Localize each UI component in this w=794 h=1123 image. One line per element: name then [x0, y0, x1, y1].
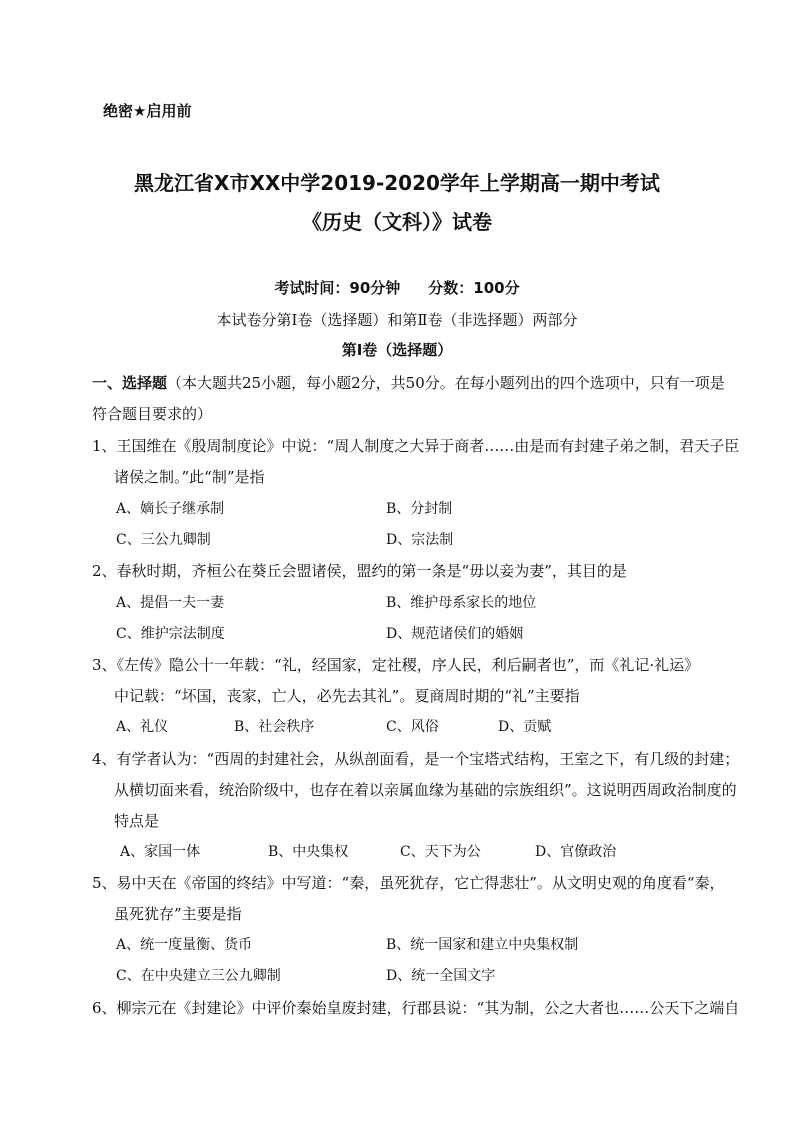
exam-info	[0, 277, 794, 298]
section-heading-line	[92, 372, 725, 393]
question-3-option: C、风俗	[386, 719, 439, 735]
question-4-option: D、官僚政治	[535, 844, 617, 860]
question-3-option: A、礼仪	[116, 719, 169, 735]
question-4-line: 4、有学者认为：“西周的封建社会，从纵剖面看，是一个宝塔式结构，王室之下，有几级的封建；	[92, 750, 740, 768]
exam-subject-title: 《历史（文科）》试卷	[302, 210, 492, 234]
question-1-option: C、三公九卿制	[116, 532, 211, 548]
question-4-line: 特点是	[114, 812, 160, 830]
question-5-option: B、统一国家和建立中央集权制	[386, 937, 579, 953]
question-3-line: 3、《左传》隐公十一年载：“礼，经国家，定社稷，序人民，利后嗣者也”，而《礼记·礼运》	[92, 656, 700, 674]
question-2-line: 2、春秋时期，齐桓公在葵丘会盟诸侯，盟约的第一条是“毋以妾为妻”，其目的是	[92, 562, 627, 580]
section-heading: 一、选择题	[92, 374, 168, 392]
volume-heading: 第Ⅰ卷（选择题）	[341, 341, 453, 359]
question-3-option: B、社会秩序	[234, 719, 315, 735]
exam-title: 黑龙江省X市XX中学2019-2020学年上学期高一期中考试	[134, 171, 660, 195]
question-2-option: B、维护母系家长的地位	[386, 595, 537, 611]
question-1-line: 1、王国维在《殷周制度论》中说：“周人制度之大异于商者……由是而有封建子弟之制，君天子臣	[92, 437, 740, 455]
question-3-line: 中记载：“坏国，丧家，亡人，必先去其礼”。夏商周时期的“礼”主要指	[114, 687, 580, 705]
question-5-option: D、统一全国文字	[386, 968, 496, 984]
question-6-line: 6、柳宗元在《封建论》中评价秦始皇废封建，行郡县说：“其为制，公之大者也……公天下之端自	[92, 999, 740, 1017]
exam-structure-note: 本试卷分第Ⅰ卷（选择题）和第Ⅱ卷（非选择题）两部分	[216, 311, 578, 329]
question-5-option: C、在中央建立三公九卿制	[116, 968, 281, 984]
section-desc: （本大题共25小题，每小题2分，共50分。在每小题列出的四个选项中，只有一项是	[167, 374, 725, 392]
question-4-option: B、中央集权	[268, 844, 349, 860]
section-desc-cont: 符合题目要求的）	[92, 405, 213, 423]
question-1-line: 诸侯之制。”此“制”是指	[114, 468, 265, 486]
question-1-option: B、分封制	[386, 501, 453, 517]
question-1-option: D、宗法制	[386, 532, 454, 548]
question-5-option: A、统一度量衡、货币	[116, 937, 253, 953]
question-4-option: A、家国一体	[120, 844, 201, 860]
question-4-line: 从横切面来看，统治阶级中，也存在着以亲属血缘为基础的宗族组织”。这说明西周政治制度的	[114, 781, 737, 799]
question-5-line: 5、易中天在《帝国的终结》中写道：“秦，虽死犹存，它亡得悲壮”。从文明史观的角度看“秦，	[92, 874, 725, 892]
exam-score: 分数：100分	[428, 279, 520, 297]
exam-time: 考试时间：90分钟	[274, 279, 401, 297]
question-3-option: D、贡赋	[498, 719, 552, 735]
question-2-option: C、维护宗法制度	[116, 626, 225, 642]
question-1-option: A、嫡长子继承制	[116, 501, 225, 517]
secret-mark: 绝密★启用前	[103, 102, 192, 120]
question-5-line: 虽死犹存”主要是指	[114, 905, 242, 923]
question-4-option: C、天下为公	[400, 844, 481, 860]
question-2-option: A、提倡一夫一妻	[116, 595, 225, 611]
question-2-option: D、规范诸侯们的婚姻	[386, 626, 524, 642]
